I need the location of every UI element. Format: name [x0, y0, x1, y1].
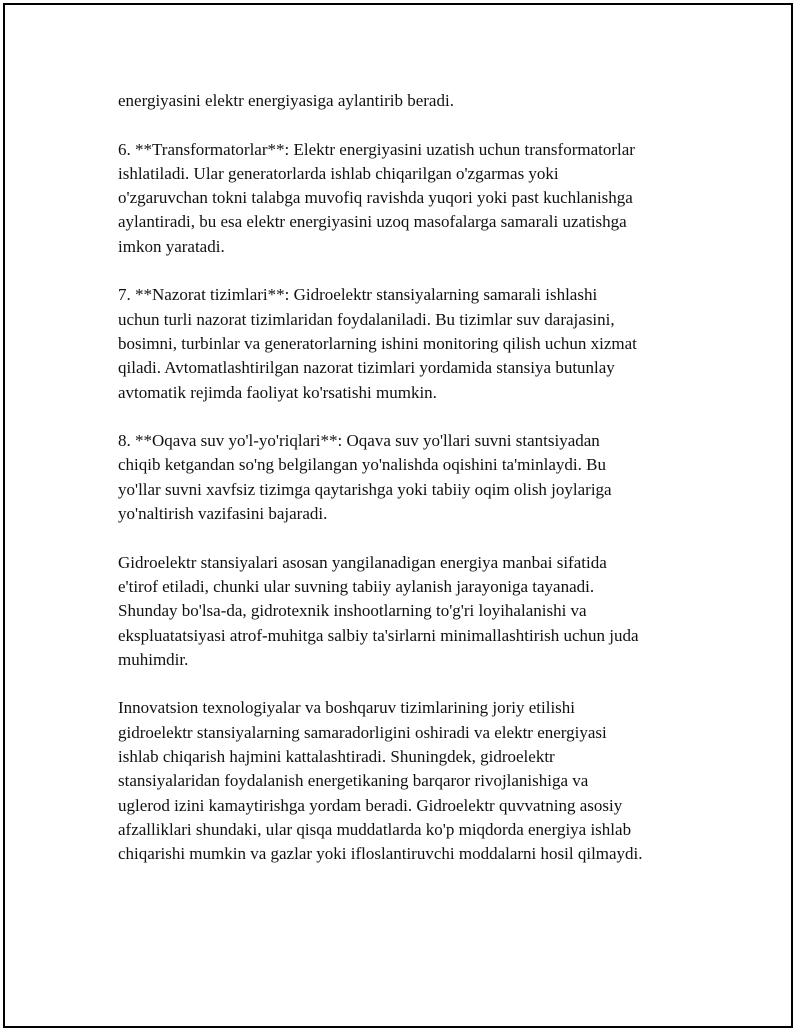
paragraph-continuation: energiyasini elektr energiyasiga aylantirib beradi.: [118, 91, 454, 110]
document-body: [118, 89, 688, 891]
paragraph-innovation: Innovatsion texnologiyalar va boshqaruv tizimlarining joriy etilishi gidroelektr stansiyalarning samaradorligini oshiradi va elektr energiyasi ishlab chiqarish hajmini kattalashtiradi. Shuningdek, gidroelektr stansiyalaridan foydalanish energetikaning barqaror rivojlanishiga va uglerod izini kamaytirishga yordam beradi. Gidroelektr quvvatning asosiy afzalliklari shundaki, ular qisqa muddatlarda ko'p miqdorda energiya ishlab chiqarishi mumkin va gazlar yoki ifloslantiruvchi moddalarni hosil qilmaydi.: [118, 698, 643, 864]
paragraph-wastewater-channels: 8. **Oqava suv yo'l-yo'riqlari**: Oqava suv yo'llari suvni stantsiyadan chiqib ketgandan so'ng belgilangan yo'nalishda oqishini ta'minlaydi. Bu yo'llar suvni xavfsiz tizimga qaytarishga yoki tabiiy oqim olish joylariga yo'naltirish vazifasini bajaradi.: [118, 431, 612, 524]
paragraph-control-systems: 7. **Nazorat tizimlari**: Gidroelektr stansiyalarning samarali ishlashi uchun turli nazorat tizimlaridan foydalaniladi. Bu tizimlar suv darajasini, bosimni, turbinlar va generatorlarning ishini monitoring qilish uchun xizmat qiladi. Avtomatlashtirilgan nazorat tizimlari yordamida stansiya butunlay avtomatik rejimda faoliyat ko'rsatishi mumkin.: [118, 285, 637, 402]
paragraph-renewable-energy: Gidroelektr stansiyalari asosan yangilanadigan energiya manbai sifatida e'tirof etiladi, chunki ular suvning tabiiy aylanish jarayoniga tayanadi. Shunday bo'lsa-da, gidrotexnik inshootlarning to'g'ri loyihalanishi va ekspluatatsiyasi atrof-muhitga salbiy ta'sirlarni minimallashtirish uchun juda muhimdir.: [118, 552, 639, 669]
paragraph-transformers: 6. **Transformatorlar**: Elektr energiyasini uzatish uchun transformatorlar ishlatiladi. Ular generatorlarda ishlab chiqarilgan o'zgarmas yoki o'zgaruvchan tokni talabga muvofiq ravishda yuqori yoki past kuchlanishga aylantiradi, bu esa elektr energiyasini uzoq masofalarga samarali uzatishga imkon yaratadi.: [118, 139, 635, 256]
